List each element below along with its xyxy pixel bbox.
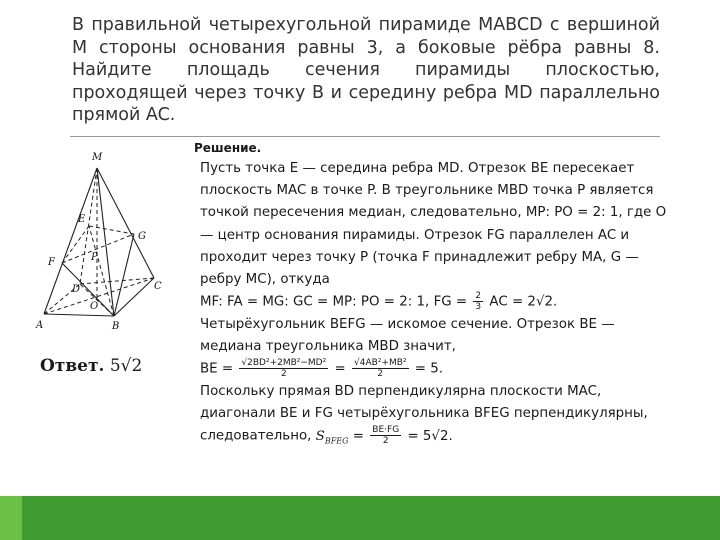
footer-bar	[0, 496, 720, 540]
ratio-line	[200, 291, 670, 314]
solution-paragraph-1: Пусть точка E — середина ребра MD. Отрезок BE пересекает плоскость MAC в точке P. В треугольнике MBD точка P является точкой пересечения медиан, следовательно, MP: PO = 2: 1, где O — центр основания пирамиды. Отрезок FG параллелен AC и проходит через точку P (точка F принадлежит ребру MA, G — ребру MC), откуда	[200, 161, 667, 288]
label-B: B	[112, 321, 120, 332]
area-sub: BFEG	[324, 436, 349, 446]
label-D: D	[72, 284, 81, 295]
edge-DC	[80, 278, 154, 284]
label-P: P	[91, 252, 98, 263]
solution-paragraph-3	[200, 381, 670, 453]
fg-fraction: $\frac{2}{3}$	[475, 291, 482, 313]
edge-BF	[62, 263, 114, 316]
edge-BG	[114, 234, 134, 316]
solution-body	[200, 158, 670, 453]
answer	[40, 356, 142, 376]
be-left: BE =	[200, 361, 234, 377]
edge-BC	[114, 278, 154, 316]
answer-label: Ответ.	[40, 356, 105, 376]
be-right: = 5.	[414, 361, 444, 377]
ratio-text: MF: FA = MG: GC = MP: PO = 2: 1,	[200, 294, 430, 310]
be-formula	[200, 358, 670, 381]
area-formula	[315, 425, 453, 447]
label-A: A	[36, 320, 44, 331]
divider	[70, 136, 660, 137]
be-mid: =	[334, 361, 346, 377]
footer-accent	[0, 496, 22, 540]
pyramid-figure	[34, 146, 184, 336]
label-F: F	[48, 257, 55, 268]
label-O: O	[90, 301, 99, 312]
label-C: C	[154, 281, 162, 292]
label-M: M	[92, 152, 103, 163]
fg-right: AC = 2√2.	[489, 294, 558, 310]
label-G: G	[138, 231, 146, 242]
edge-AB	[44, 314, 114, 316]
problem-statement: В правильной четырехугольной пирамиде MABCD с вершиной M стороны основания равны 3, а боковые рёбра равны 8. Найдите площадь сечения пирамиды плоскостью, проходящей через точку B и середину ребра MD параллельно прямой AC.	[72, 15, 660, 125]
area-right: = 5√2.	[407, 428, 453, 444]
solution-paragraph-2: Четырёхугольник BEFG — искомое сечение. Отрезок BE — медиана треугольника MBD значит,	[200, 316, 615, 355]
be-fraction-1: $\frac{\text{√2BD²+2MB²−MD²}}{2}$	[241, 358, 327, 380]
solution-heading: Решение.	[194, 141, 262, 155]
p3-text: Поскольку прямая BD перпендикулярна плоскости MAC, диагонали BE и FG четырёхугольника BFEG перпендикулярны, следовательно,	[200, 384, 648, 444]
fg-left: FG =	[433, 294, 468, 310]
edge-MA	[44, 168, 97, 314]
label-E: E	[78, 214, 86, 225]
area-s: S	[315, 428, 325, 444]
area-eq: =	[352, 428, 365, 444]
answer-value: 5√2	[109, 356, 143, 376]
area-fraction: $\frac{BE\cdot FG}{2}$	[372, 425, 400, 447]
diag-AC	[44, 278, 154, 314]
be-fraction-2: $\frac{\text{√4AB²+MB²}}{2}$	[354, 358, 407, 380]
edge-MC	[97, 168, 154, 278]
